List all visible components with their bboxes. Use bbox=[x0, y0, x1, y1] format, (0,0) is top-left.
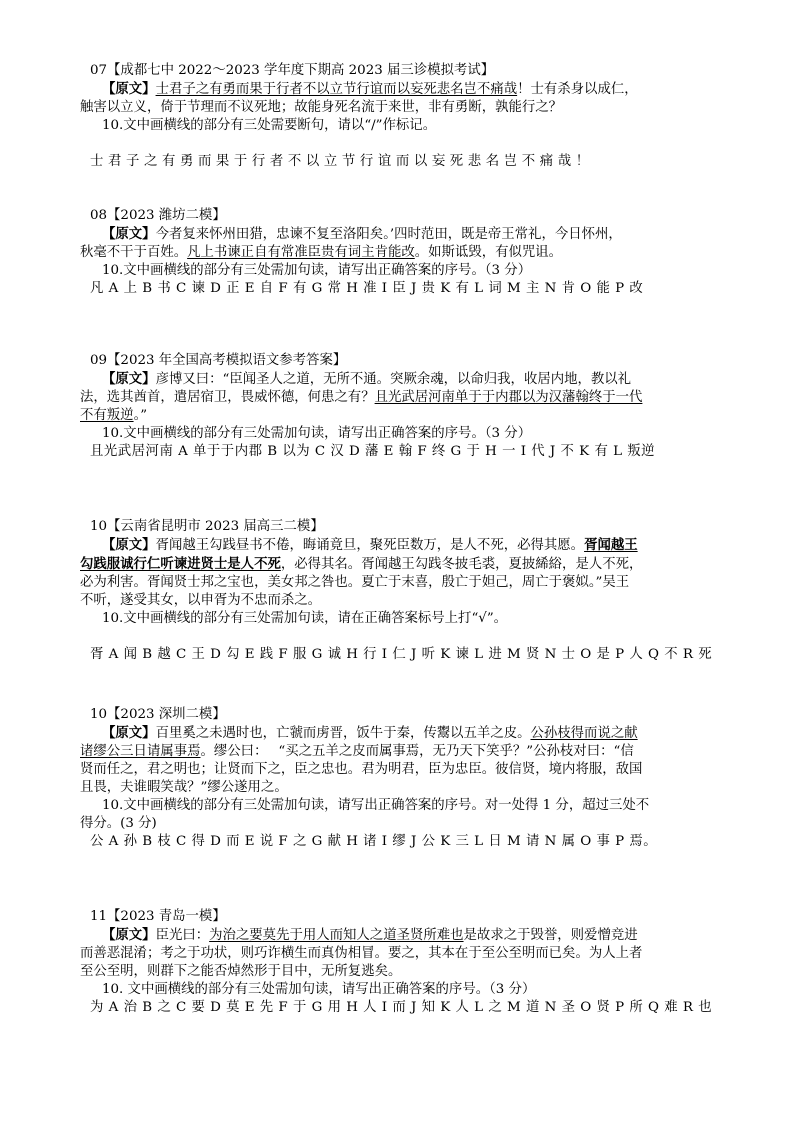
answer-line: 为 A 治 B 之 C 要 D 莫 E 先 F 于 G 用 H 人 I 而 J 知 K 人 L 之 M 道 N 圣 O 贤 P 所 Q 难 R 也 bbox=[90, 1000, 713, 1015]
underlined-passage-cont: 勾践服诚行仁听谏进贤士是人不死 bbox=[80, 556, 281, 572]
answer-line: 凡 A 上 B 书 C 谏 D 正 E 自 F 有 G 常 H 准 I 臣 J 贵 K 有 L 词 M 主 N 肯 O 能 P 改 bbox=[90, 281, 644, 296]
answer-line: 且光武居河南 A 单于于内郡 B 以为 C 汉 D 藩 E 翰 F 终 G 于 H 一 I 代 J 不 K 有 L 叛逆 bbox=[90, 444, 656, 459]
original-text-cont: 贤而任之，君之明也；让贤而下之，臣之忠也。君为明君，臣为忠臣。彼信贤，境内将服，敌国 bbox=[80, 762, 643, 777]
underlined-passage-cont: 不有叛逆 bbox=[80, 408, 134, 423]
original-text: 【原文】胥闻越王勾践昼书不倦，晦诵竟旦，聚死臣数万，是人不死，必得其愿。胥闻越王 bbox=[102, 537, 638, 553]
original-text-cont: 必为利害。胥闻贤士邦之宝也，美女邦之咎也。夏亡于末喜，殷亡于妲己，周亡于褒姒。”吴王 bbox=[80, 575, 630, 590]
question-cont: 得分。(3 分) bbox=[80, 816, 157, 831]
underlined-passage: 为治之要莫先于用人而知人之道圣贤所难也 bbox=[209, 928, 464, 943]
original-text-cont: 触害以立义，倚于节理而不议死地；故能身死名流于来世，非有勇断，孰能行之？ bbox=[80, 100, 563, 115]
section-09 bbox=[80, 352, 740, 461]
original-text-cont: 法，选其酋首，遣居宿卫，畏威怀德，何患之有？且光武居河南单于于内郡以为汉藩翰终于一代 bbox=[80, 390, 643, 405]
underlined-passage-cont: 诸缪公三日请属事焉 bbox=[80, 744, 201, 759]
question: 10.文中画横线的部分有三处需加句读，请在正确答案标号上打“√”。 bbox=[102, 611, 508, 626]
section-11 bbox=[80, 908, 740, 1017]
original-text-cont: 且畏，夫谁暇笑哉？”缪公遂用之。 bbox=[80, 780, 288, 795]
underlined-passage: 凡上书谏正自有常准臣贵有词主肯能改 bbox=[187, 245, 415, 260]
original-text-cont: 至公至明，则群下之能否焯然形于目中，无所复逃矣。 bbox=[80, 964, 402, 979]
answer-line: 胥 A 闻 B 越 C 王 D 勾 E 践 F 服 G 诚 H 行 I 仁 J 听 K 谏 L 进 M 贤 N 士 O 是 P 人 Q 不 R 死 bbox=[90, 647, 713, 662]
original-text: 【原文】百里奚之未遇时也，亡虢而虏晋，饭牛于秦，传鬻以五羊之皮。公孙枝得而说之献 bbox=[102, 725, 638, 741]
answer-line: 公 A 孙 B 枝 C 得 D 而 E 说 F 之 G 献 H 诸 I 缪 J 公 K 三 L 日 M 请 N 属 O 事 P 焉。 bbox=[90, 834, 658, 849]
section-10-kunming bbox=[80, 518, 740, 664]
original-text-cont: 秋毫不干于百姓。凡上书谏正自有常准臣贵有词主肯能改。如斯诋毁，有似咒诅。 bbox=[80, 245, 563, 260]
question: 10.文中画横线的部分有三处需加句读，请写出正确答案的序号。（3 分） bbox=[102, 426, 532, 441]
original-text-cont: 而善恶混淆；考之于功状，则巧诈横生而真伪相冒。要之，其本在于至公至明而已矣。为人上者 bbox=[80, 946, 643, 961]
section-07 bbox=[80, 62, 740, 171]
question: 10.文中画横线的部分有三处需加句读，请写出正确答案的序号。对一处得 1 分，超过三处不 bbox=[102, 798, 650, 813]
section-heading: 07【成都七中 2022～2023 学年度下期高 2023 届三诊模拟考试】 bbox=[90, 63, 495, 78]
section-08 bbox=[80, 207, 740, 298]
underlined-passage: 士君子之有勇而果于行者不以立节行谊而以妄死悲名岂不痛哉 bbox=[155, 82, 518, 97]
original-text: 【原文】臣光曰：为治之要莫先于用人而知人之道圣贤所难也是故求之于毁誉，则爱憎竞进 bbox=[102, 927, 638, 943]
underlined-passage: 胥闻越王 bbox=[584, 537, 638, 553]
original-text-cont: 不听，遂受其女，以申胥为不忠而杀之。 bbox=[80, 593, 322, 608]
section-heading: 11【2023 青岛一模】 bbox=[90, 909, 226, 924]
section-heading: 10【云南省昆明市 2023 届高三二模】 bbox=[90, 519, 324, 534]
underlined-passage: 公孙枝得而说之献 bbox=[530, 726, 638, 741]
question: 10. 文中画横线的部分有三处需加句读，请写出正确答案的序号。（3 分） bbox=[102, 982, 536, 997]
original-text-cont: 诸缪公三日请属事焉。缪公曰： “买之五羊之皮而属事焉，无乃天下笑乎？”公孙枝对曰：“信 bbox=[80, 744, 634, 759]
answer-line: 士君子之有勇而果于行者不以立节行谊而以妄死悲名岂不痛哉！ bbox=[90, 154, 594, 169]
original-text-cont: 勾践服诚行仁听谏进贤士是人不死，必得其名。胥闻越王勾践冬披毛裘，夏披絺綌，是人不死， bbox=[80, 556, 643, 572]
original-text: 【原文】彦博又曰：“臣闻圣人之道，无所不通。突厥余魂，以命归我，收居内地，教以礼 bbox=[102, 371, 632, 387]
question: 10.文中画横线的部分有三处需加句读，请写出正确答案的序号。（3 分） bbox=[102, 263, 532, 278]
question: 10.文中画横线的部分有三处需要断句，请以“/”作标记。 bbox=[102, 118, 437, 133]
underlined-passage: 且光武居河南单于于内郡以为汉藩翰终于一代 bbox=[374, 390, 643, 405]
section-heading: 08【2023 潍坊二模】 bbox=[90, 208, 226, 223]
original-text: 【原文】士君子之有勇而果于行者不以立节行谊而以妄死悲名岂不痛哉！士有杀身以成仁， bbox=[102, 81, 638, 97]
original-text: 【原文】今者复来怀州田猎，忠谏不复至洛阳矣。’四时范田，既是帝王常礼，今日怀州， bbox=[102, 226, 622, 242]
section-heading: 10【2023 深圳二模】 bbox=[90, 707, 226, 722]
section-heading: 09【2023 年全国高考模拟语文参考答案】 bbox=[90, 353, 347, 368]
section-10-shenzhen bbox=[80, 706, 740, 851]
original-text-cont: 不有叛逆。” bbox=[80, 408, 148, 423]
